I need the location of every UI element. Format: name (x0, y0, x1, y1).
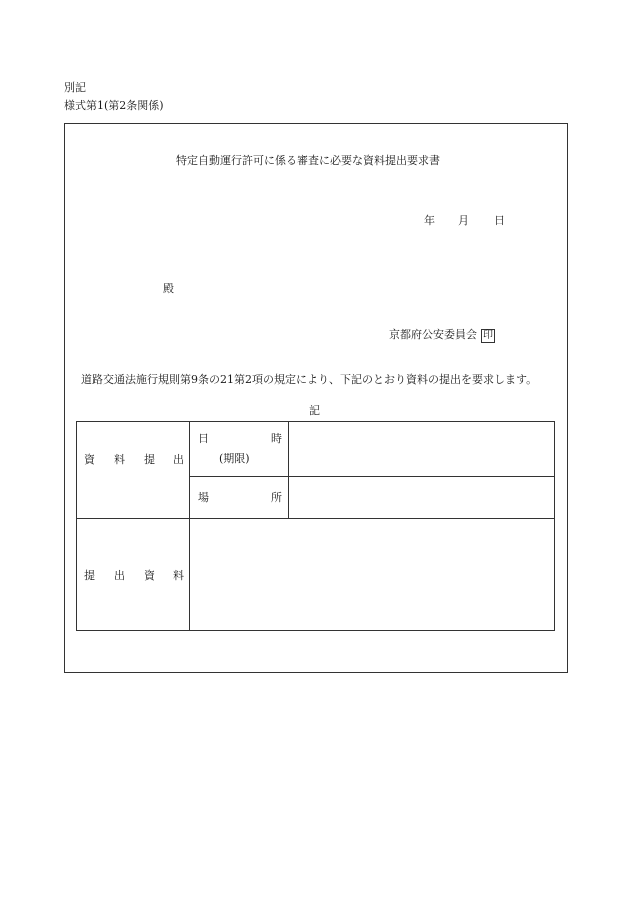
request-statement: 道路交通法施行規則第9条の21第2項の規定により、下記のとおり資料の提出を要求します。 (81, 373, 538, 386)
form-number: 様式第1(第2条関係) (64, 99, 164, 112)
materials-label-3: 資 (144, 569, 155, 582)
date-day-label: 日 (494, 214, 505, 227)
addressee-suffix: 殿 (163, 282, 174, 295)
issuer-name: 京都府公安委員会 (389, 328, 477, 341)
submission-label-3: 提 (144, 453, 155, 466)
date-year-label: 年 (424, 214, 435, 227)
submission-label-1: 資 (84, 453, 95, 466)
place-label-a: 場 (198, 491, 209, 504)
datetime-label-time: 時 (271, 432, 282, 445)
materials-label-1: 提 (84, 569, 95, 582)
materials-label-4: 料 (173, 569, 184, 582)
date-month-label: 月 (458, 214, 469, 227)
appendix-label: 別記 (64, 81, 86, 94)
issuer-line (389, 328, 495, 343)
form-title: 特定自動運行許可に係る審査に必要な資料提出要求書 (176, 154, 440, 167)
place-label-b: 所 (271, 491, 282, 504)
datetime-label-day: 日 (198, 432, 209, 445)
submission-label-2: 料 (114, 453, 125, 466)
submission-label-4: 出 (173, 453, 184, 466)
datetime-deadline-note: (期限) (219, 452, 250, 465)
materials-label-2: 出 (114, 569, 125, 582)
ki-heading: 記 (309, 404, 320, 417)
form-frame (64, 123, 568, 673)
seal-mark: 印 (483, 330, 493, 341)
